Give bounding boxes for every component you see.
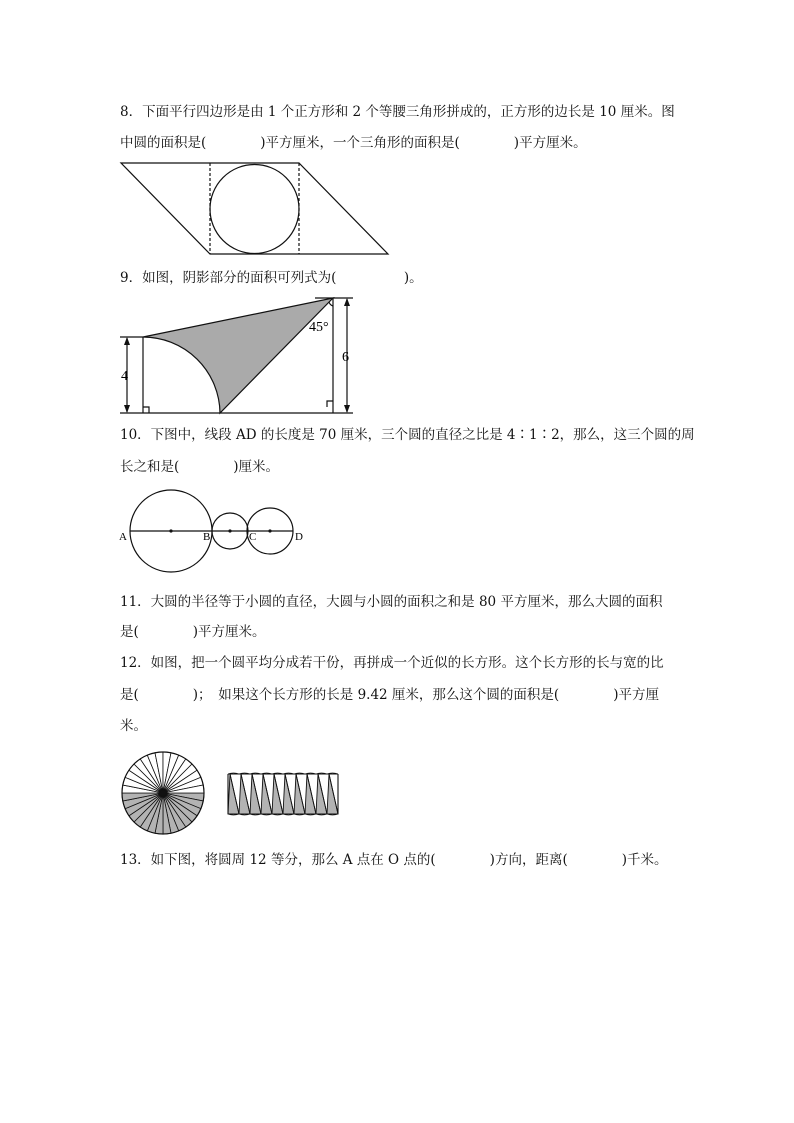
inscribed-circle <box>210 165 299 254</box>
q10-circles-figure <box>115 484 315 554</box>
shaded-region <box>143 298 333 413</box>
parallelogram <box>121 163 388 254</box>
q12-text-line3: 米。 <box>120 718 147 734</box>
q12-text-line1: 12．如图，把一个圆平均分成若干份，再拼成一个近似的长方形。这个长方形的长与宽的比 <box>120 655 664 671</box>
q9-left-dim-label: 4 <box>121 369 128 384</box>
q10-label-b: B <box>203 531 211 543</box>
q8-text-line1: 8．下面平行四边形是由 1 个正方形和 2 个等腰三角形拼成的，正方形的边长是 10 厘米。图 <box>120 104 675 120</box>
q10-label-a: A <box>119 531 127 543</box>
q10-label-c: C <box>249 531 257 543</box>
rearranged-rectangle <box>228 773 338 815</box>
q11-text-line1: 11．大圆的半径等于小圆的直径，大圆与小圆的面积之和是 80 平方厘米，那么大圆的面积 <box>120 594 663 610</box>
q9-angle-label: 45° <box>309 320 329 335</box>
circle-sectors <box>122 752 204 834</box>
q10-label-d: D <box>295 531 303 543</box>
q8-text-line2: 中圆的面积是( )平方厘米，一个三角形的面积是( )平方厘米。 <box>120 135 587 151</box>
q9-right-dim-label: 6 <box>342 350 349 365</box>
q11-text-line2: 是( )平方厘米。 <box>120 624 266 640</box>
q9-text-line1: 9．如图，阴影部分的面积可列式为( )。 <box>120 270 423 286</box>
q12-rectangle-figure <box>222 770 352 820</box>
circle-center <box>160 790 166 796</box>
q10-text-line1: 10．下图中，线段 AD 的长度是 70 厘米，三个圆的直径之比是 4∶1∶2，那么，这三个圆的周 <box>120 427 695 443</box>
q10-text-line2: 长之和是( )厘米。 <box>120 459 280 475</box>
q13-text-line1: 13．如下图，将圆周 12 等分，那么 A 点在 O 点的( )方向，距离( )千米。 <box>120 852 668 868</box>
q9-shaded-figure <box>115 292 365 422</box>
q12-circle-sectors-figure <box>120 750 210 840</box>
q8-parallelogram-figure <box>115 158 395 258</box>
q12-text-line2: 是( )； 如果这个长方形的长是 9.42 厘米，那么这个圆的面积是( )平方厘 <box>120 687 659 703</box>
